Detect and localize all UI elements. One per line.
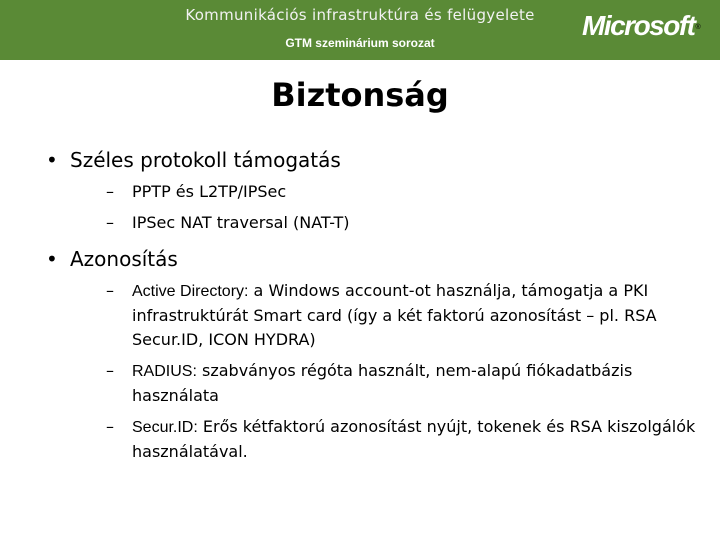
sub-bullet-dash: – [106,281,114,300]
sub-bullet-dash: – [106,417,114,436]
sub-bullet-term: Secur.ID: [132,419,198,436]
sub-bullet-text: PPTP és L2TP/IPSec [132,182,287,201]
sub-bullet-dash: – [106,213,114,232]
sub-bullet-text: IPSec NAT traversal (NAT-T) [132,213,350,232]
sub-bullet-dash: – [106,361,114,380]
bullet-text: Széles protokoll támogatás [70,148,341,172]
sub-list [70,279,700,464]
sub-bullet-text: Erős kétfaktorú azonosítást nyújt, tokenek és RSA kiszolgálók használatával. [132,417,696,461]
sub-bullet-securid [70,415,700,464]
microsoft-logo [582,10,712,46]
sub-bullet-nat-t [70,211,700,235]
bullet-protocol-support [40,146,700,235]
header-subtitle: GTM szeminárium sorozat [285,36,435,50]
sub-bullet-text: a Windows account-ot használja, támogatja a PKI infrastruktúrát Smart card (így a két faktorú azonosítást – pl. RSA Secur.ID, ICON HYDRA) [132,281,657,349]
sub-bullet-dash: – [106,182,114,201]
sub-bullet-radius [70,359,700,408]
bullet-text: Azonosítás [70,247,178,271]
header-bar [0,0,720,60]
bullet-dot: • [46,148,58,172]
sub-bullet-active-directory [70,279,700,352]
slide-title: Biztonság [271,76,449,114]
bullet-dot: • [46,247,58,271]
sub-list [70,180,700,235]
sub-bullet-term: Active Directory: [132,283,249,300]
header-title: Kommunikációs infrastruktúra és felügyelete [185,6,535,24]
sub-bullet-text: szabványos régóta használt, nem-alapú fiókadatbázis használata [132,361,633,405]
logo-text: Microsoft [582,10,695,41]
slide-content [40,146,700,471]
sub-bullet-pptp [70,180,700,204]
bullet-authentication [40,245,700,464]
sub-bullet-term: RADIUS: [132,363,197,380]
logo-trademark: ® [695,23,701,31]
